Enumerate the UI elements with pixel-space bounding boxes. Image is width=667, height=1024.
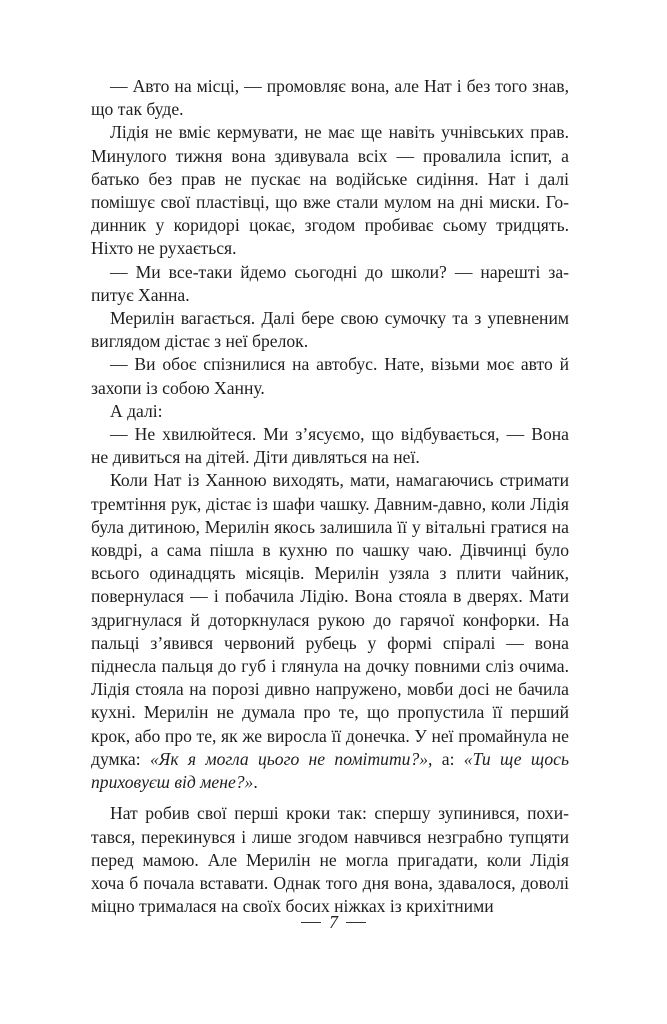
folio-dash-left [301, 922, 321, 923]
page-number [0, 912, 667, 933]
paragraph: — Ми все-таки йдемо сьогодні до школи? — нарешті запитує Ханна. [91, 261, 569, 305]
paragraph-text: Коли Нат із Ханною виходять, мати, намагаючись стримати тремтіння рук, дістає із шафи чашку. Давним-давно, коли Лідія була дитиною, Мерилін якось залишила її у вітальні гратися на ковдрі, а сама пішла в кухню по чашку чаю. Дівчинці було всього одинадцять місяців. Мерилін узяла з плити чайник, повернулася — і побачила Лідію. Вона стояла в дверях. Мати здригнулася й доторкнулася рукою до гарячої конфорки. На пальці з’явився червоний рубець у формі спіралі — вона піднесла пальця до губ і глянула на дочку повними сліз очима. Лідія стояла на порозі дивно напружено, мовби досі не бачила кухні. Мерилін не думала про те, що пропустила її перший крок, або про те, як же виросла її донечка. У неї промайнула не думка: [91, 470, 569, 769]
paragraph: А далі: [110, 400, 163, 421]
paragraph: — Авто на місці, — промовляє вона, але Нат і без того знав, що так буде. [91, 76, 569, 120]
paragraph: Нат робив свої перші кроки так: спершу зупинився, похитався, перекинувся і лише згодом навчився незграбно тупцяти перед мамою. Але Мерилін не могла пригадати, коли Лідія хоча б почала вставати. Однак того дня вона, здавалося, доволі міцно трималася на своїх босих ніжках із крихітними [91, 803, 569, 917]
paragraph-text: . [253, 772, 258, 793]
folio-dash-right [346, 922, 366, 923]
paragraph-text: , а: [428, 748, 464, 769]
page-number-value: 7 [329, 912, 338, 932]
paragraph-with-quotes [91, 469, 569, 794]
page-body [91, 75, 569, 918]
paragraph: — Не хвилюйтеся. Ми з’ясуємо, що відбувається, — Вона не дивиться на дітей. Діти дивляться на неї. [91, 424, 569, 468]
italic-quote: «Ти ще щось приховуєш від мене?» [91, 748, 569, 793]
paragraph: — Ви обоє спізнилися на автобус. Нате, візьми моє авто й захопи із собою Ханну. [91, 354, 569, 398]
paragraph: Мерилін вагається. Далі бере свою сумочку та з упевненим виглядом дістає з неї брелок. [91, 308, 569, 352]
italic-quote: «Як я могла цього не помітити?» [149, 748, 429, 769]
paragraph: Лідія не вміє кермувати, не має ще навіть учнівських прав. Минулого тижня вона здивувала всіх — провалила іспит, а батько без прав не пускає на водійське сидіння. Нат і далі помішує свої пластівці, що вже стали мулом на дні миски. Годинник у коридорі цокає, згодом пробиває сьому тридцять. Ніхто не рухається. [91, 122, 569, 259]
